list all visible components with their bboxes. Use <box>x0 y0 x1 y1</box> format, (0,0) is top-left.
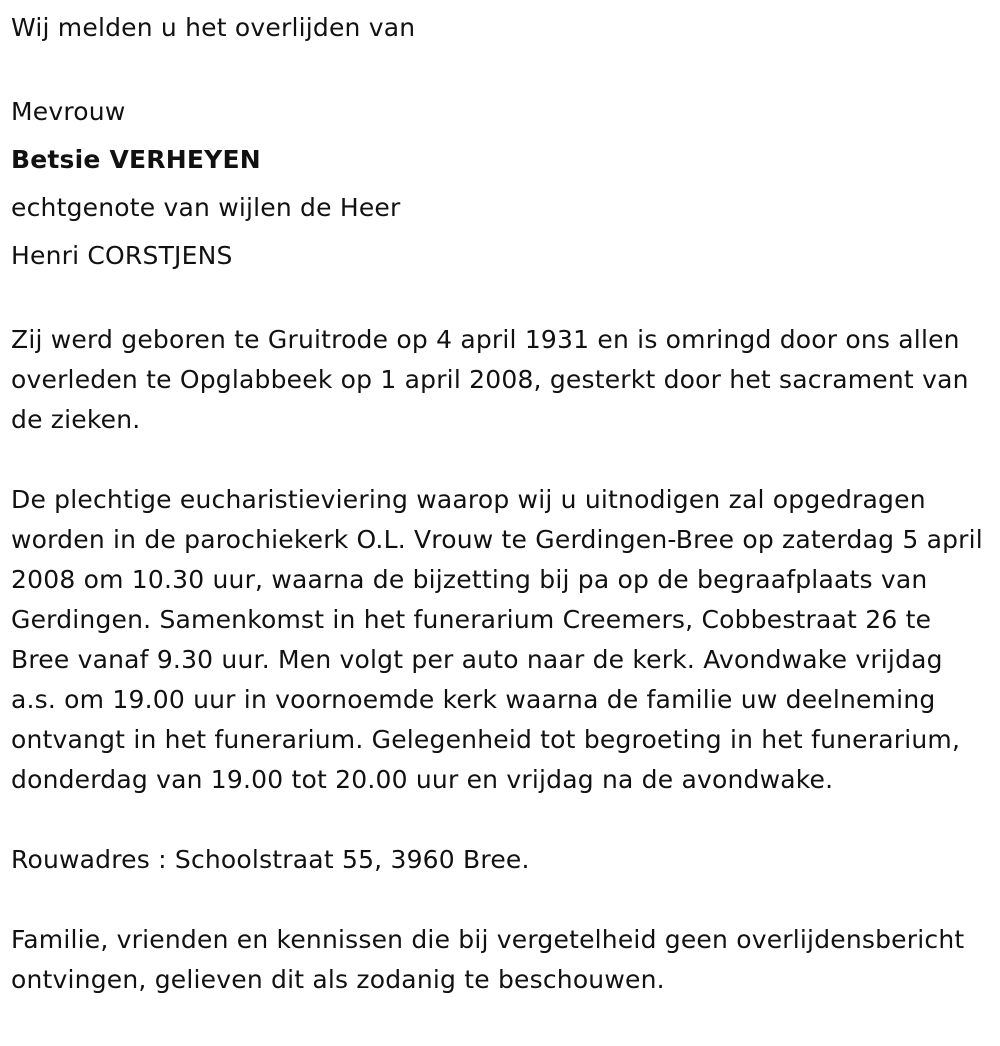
deceased-name: Betsie VERHEYEN <box>11 145 261 174</box>
spacer <box>11 880 986 920</box>
spacer <box>11 440 986 480</box>
spacer <box>11 48 986 88</box>
spouse-name: Henri CORSTJENS <box>11 241 233 270</box>
relation-line: echtgenote van wijlen de Heer <box>11 193 401 222</box>
death-notice <box>11 8 986 1000</box>
ceremony-paragraph: De plechtige eucharistieviering waarop wij u uitnodigen zal opgedragen worden in de parochiekerk O.L. Vrouw te Gerdingen-Bree op zaterdag 5 april 2008 om 10.30 uur, waarna de bijzetting bij pa op de begraafplaats van Gerdingen. Samenkomst in het funerarium Creemers, Cobbestraat 26 te Bree vanaf 9.30 uur. Men volgt per auto naar de kerk. Avondwake vrijdag a.s. om 19.00 uur in voornoemde kerk waarna de familie uw deelneming ontvangt in het funerarium. Gelegenheid tot begroeting in het funerarium, donderdag van 19.00 tot 20.00 uur en vrijdag na de avondwake. <box>11 485 983 794</box>
birth-death-paragraph: Zij werd geboren te Gruitrode op 4 april 1931 en is omringd door ons allen overleden te Opglabbeek op 1 april 2008, gesterkt door het sacrament van de zieken. <box>11 325 969 434</box>
closing-paragraph: Familie, vrienden en kennissen die bij vergetelheid geen overlijdensbericht ontvingen, gelieven dit als zodanig te beschouwen. <box>11 925 965 994</box>
spacer <box>11 280 986 320</box>
spacer <box>11 800 986 840</box>
salutation: Mevrouw <box>11 97 126 126</box>
mourning-address: Rouwadres : Schoolstraat 55, 3960 Bree. <box>11 845 530 874</box>
intro-line: Wij melden u het overlijden van <box>11 13 416 42</box>
